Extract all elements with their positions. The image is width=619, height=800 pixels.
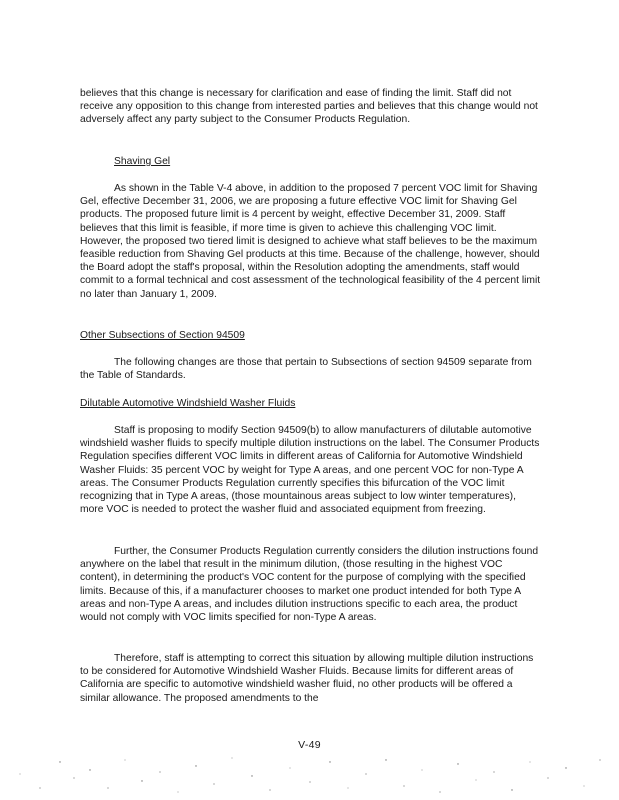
heading-other-subsections-text: Other Subsections of Section 94509 xyxy=(80,330,245,341)
paragraph-dilutable-1: Staff is proposing to modify Section 94509(b) to allow manufacturers of dilutable automotive windshield washer fluids to specify multiple dilution instructions on the label. The Consumer Products Regulation specifies different VOC limits in different areas of California for Automotive Windshield Washer Fluids: 35 percent VOC by weight for Type A areas, and one percent VOC for non-Type A areas. The Consumer Products Regulation currently specifies this bifurcation of the VOC limit recognizing that in Type A areas, (those mountainous areas subject to low winter temperatures), more VOC is needed to protect the washer fluid and associated equipment from freezing. xyxy=(80,425,540,516)
heading-dilutable-fluids xyxy=(80,397,542,410)
scan-noise xyxy=(0,748,619,800)
heading-other-subsections xyxy=(80,329,542,342)
paragraph-other-subsections: The following changes are those that pertain to Subsections of section 94509 separate from the Table of Standards. xyxy=(80,357,532,382)
page-number: V-49 xyxy=(298,739,321,751)
heading-shaving-gel-text: Shaving Gel xyxy=(114,156,171,167)
paragraph-dilutable-3: Therefore, staff is attempting to correct this situation by allowing multiple dilution instructions to be considered for Automotive Windshield Washer Fluids. Because limits for different areas of California are specific to automotive windshield washer fluid, no other products will be offered a similar allowance. The proposed amendments to the xyxy=(80,653,534,704)
heading-shaving-gel xyxy=(114,155,170,168)
paragraph-dilutable-2: Further, the Consumer Products Regulation currently considers the dilution instructions found anywhere on the label that result in the minimum dilution, (those resulting in the highest VOC content), in determining the product's VOC content for the purpose of complying with the specified limits. Because of this, if a manufacturer chooses to market one product intended for both Type A areas and non-Type A areas, and includes dilution instructions specific to each area, the product would not comply with VOC limits specified for non-Type A areas. xyxy=(80,546,539,624)
heading-dilutable-fluids-text: Dilutable Automotive Windshield Washer Fluids xyxy=(80,398,296,409)
paragraph-shaving-gel: As shown in the Table V-4 above, in addition to the proposed 7 percent VOC limit for Shaving Gel, effective December 31, 2006, we are proposing a future effective VOC limit for Shaving Gel products. The proposed future limit is 4 percent by weight, effective December 31, 2009. Staff believes that this limit is feasible, if more time is given to achieve this challenging VOC limit. However, the proposed two tiered limit is designed to achieve what staff believes to be the maximum feasible reduction from Shaving Gel products at this time. Because of the challenge, however, should the Board adopt the staff's proposal, within the Resolution adopting the amendments, staff would commit to a formal technical and cost assessment of the technological feasibility of the 4 percent limit no later than January 1, 2009. xyxy=(80,183,541,300)
paragraph-intro: believes that this change is necessary for clarification and ease of finding the limit. Staff did not receive any opposition to this change from interested parties and believes that this change would not adversely affect any party subject to the Consumer Products Regulation. xyxy=(80,88,538,126)
